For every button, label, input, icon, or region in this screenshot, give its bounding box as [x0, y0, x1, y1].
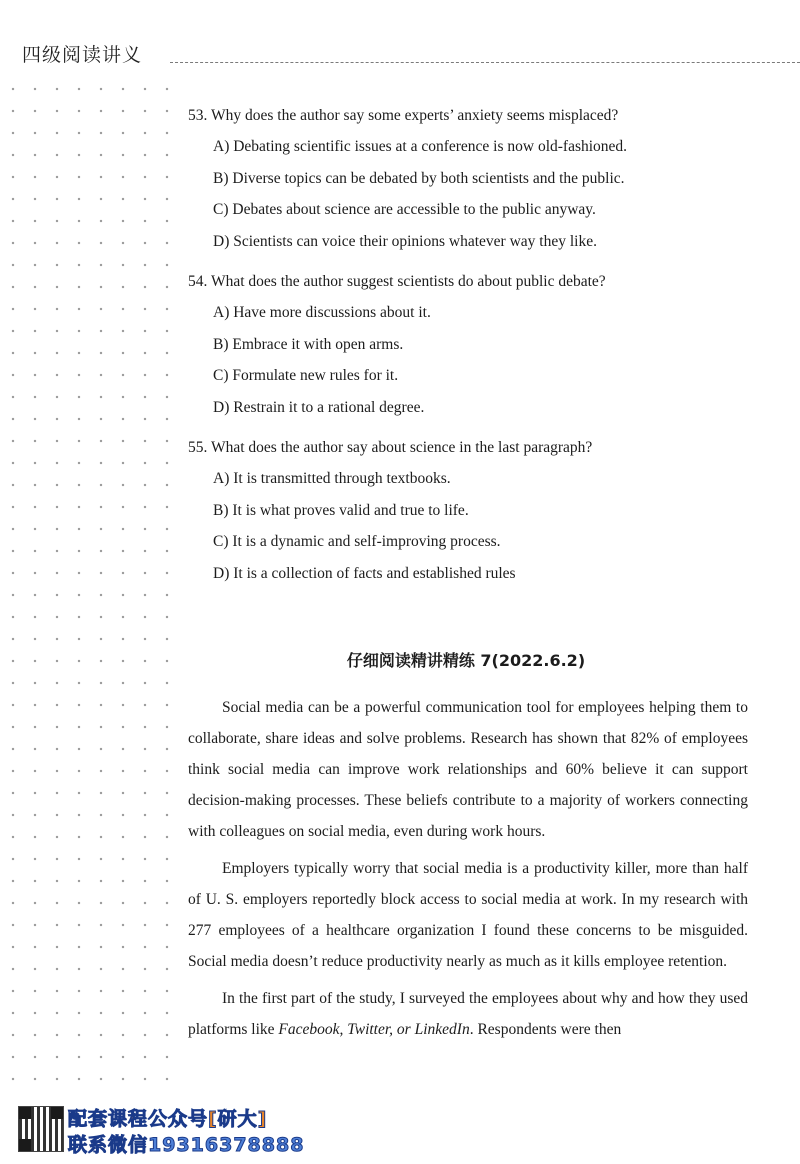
option-c: C) Formulate new rules for it. [213, 367, 399, 384]
question-stem: 54. What does the author suggest scientists do about public debate? [188, 273, 606, 290]
option-c: C) Debates about science are accessible to the public anyway. [213, 201, 596, 218]
reading-passage [188, 692, 748, 1045]
watermark-line-1: 配套课程公众号[研大] [68, 1108, 268, 1130]
option-a: A) Have more discussions about it. [213, 304, 431, 321]
question-55 [188, 432, 788, 589]
option-d: D) Restrain it to a rational degree. [213, 398, 425, 416]
dotted-margin [0, 74, 178, 1094]
header-rule [170, 62, 800, 63]
platform-names: Facebook, Twitter, or LinkedIn [278, 1021, 470, 1038]
option-d: D) Scientists can voice their opinions whatever way they like. [213, 232, 597, 250]
watermark [16, 1100, 326, 1158]
paragraph-3-end: . Respondents were then [469, 1021, 622, 1038]
option-b: B) Diverse topics can be debated by both scientists and the public. [213, 169, 625, 187]
page-header [22, 40, 800, 70]
question-stem: 53. Why does the author say some experts’ anxiety seems misplaced? [188, 107, 619, 124]
paragraph-3 [188, 983, 748, 1045]
option-a: A) Debating scientific issues at a conference is now old-fashioned. [213, 138, 628, 155]
option-b: B) It is what proves valid and true to life. [213, 501, 469, 519]
book-title: 四级阅读讲义 [22, 44, 143, 66]
option-a: A) It is transmitted through textbooks. [213, 470, 451, 487]
paragraph-1: Social media can be a powerful communication tool for employees helping them to collaborate, share ideas and solve problems. Research has shown that 82% of employees think social media can improve work relationships and 60% believe it can support decision-making processes. These beliefs contribute to a majority of workers connecting with colleagues on social media, even during work hours. [188, 699, 748, 840]
question-54 [188, 266, 788, 423]
question-53 [188, 100, 788, 257]
qr-code-icon [18, 1106, 64, 1152]
paragraph-3-start: In the first part of the study, I surveyed the employees about why and how they used platforms like [188, 990, 748, 1038]
option-c: C) It is a dynamic and self-improving process. [213, 533, 501, 550]
option-b: B) Embrace it with open arms. [213, 335, 404, 353]
section-title [0, 648, 800, 671]
paragraph-2: Employers typically worry that social media is a productivity killer, more than half of U. S. employers reportedly block access to social media at work. In my research with 277 employees of a healthcare organization I found these concerns to be misguided. Social media doesn’t reduce productivity nearly as much as it kills employee retention. [188, 860, 748, 970]
watermark-line-2: 联系微信19316378888 [68, 1134, 305, 1156]
question-stem: 55. What does the author say about science in the last paragraph? [188, 439, 593, 456]
section-title-text: 仔细阅读精讲精练 7(2022.6.2) [346, 651, 586, 670]
option-d: D) It is a collection of facts and established rules [213, 564, 516, 582]
